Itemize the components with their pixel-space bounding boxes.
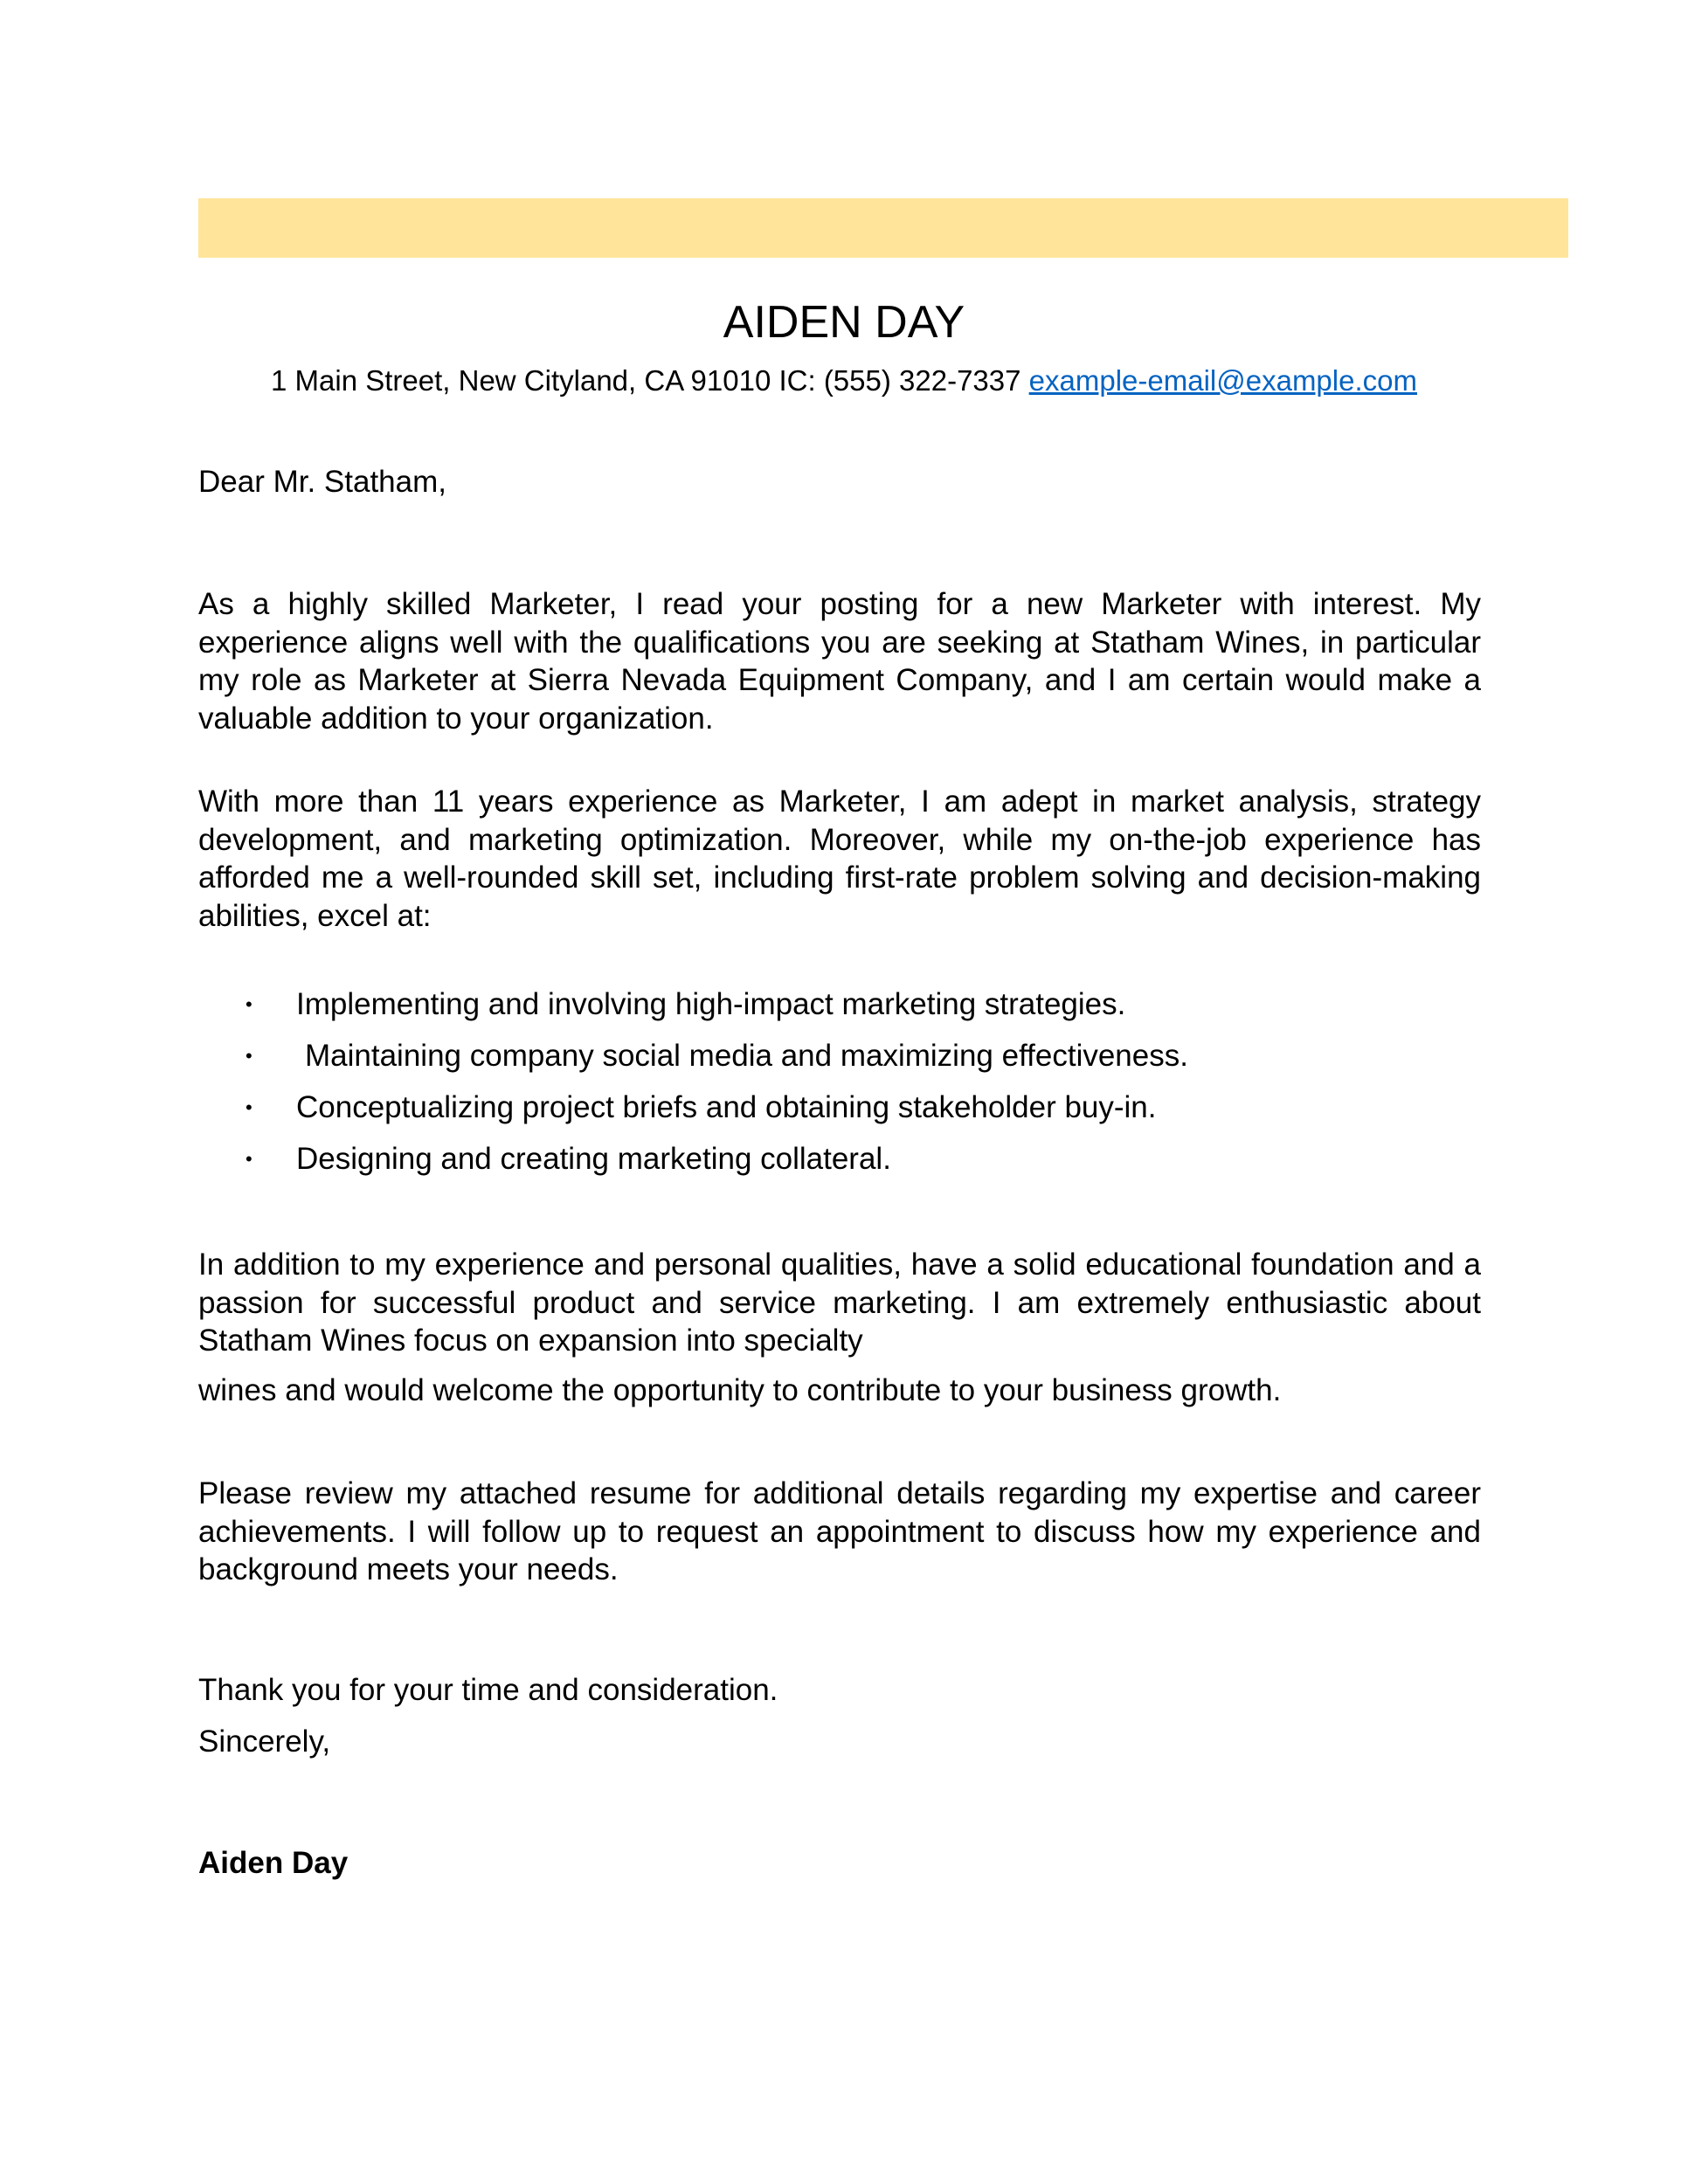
bullet-icon: •: [246, 1096, 253, 1118]
header-accent-bar: [198, 198, 1568, 258]
signature-name: Aiden Day: [198, 1846, 349, 1880]
closing-thanks: Thank you for your time and consideration.: [198, 1673, 778, 1707]
paragraph-experience: With more than 11 years experience as Marketer, I am adept in market analysis, strategy development, and marketing optimization. Moreover, while my on-the-job experience has afforded me a well-rounded skill set, including first-rate problem solving and decision-making abilities, excel at:: [198, 784, 1481, 933]
contact-line: [0, 362, 1688, 400]
paragraph-intro: As a highly skilled Marketer, I read your posting for a new Marketer with interest. My experience aligns well with the qualifications you are seeking at Statham Wines, in particular my role as Marketer at Sierra Nevada Equipment Company, and I am certain would make a valuable addition to your organization.: [198, 587, 1481, 736]
list-item: [198, 978, 1481, 1030]
list-item-text: Designing and creating marketing collateral.: [296, 1142, 891, 1176]
paragraph-education-continued: wines and would welcome the opportunity to contribute to your business growth.: [198, 1373, 1282, 1407]
list-item-text: Maintaining company social media and maximizing effectiveness.: [305, 1039, 1188, 1073]
email-link[interactable]: example-email@example.com: [1028, 364, 1417, 397]
salutation: Dear Mr. Statham,: [198, 465, 446, 499]
closing-sincerely: Sincerely,: [198, 1724, 331, 1759]
paragraph-follow-up: Please review my attached resume for additional details regarding my expertise and career achievements. I will follow up to request an appointment to discuss how my experience and background meets your needs.: [198, 1476, 1481, 1586]
bullet-icon: •: [246, 1045, 253, 1067]
list-item: [198, 1082, 1481, 1133]
skills-list: [198, 978, 1481, 1185]
paragraph-education: In addition to my experience and personal qualities, have a solid educational foundation and a passion for successful product and service marketing. I am extremely enthusiastic about Statham Wines focus on expansion into specialty: [198, 1248, 1481, 1358]
list-item: [198, 1030, 1481, 1082]
bullet-icon: •: [246, 993, 253, 1015]
list-item-text: Conceptualizing project briefs and obtaining stakeholder buy-in.: [296, 1090, 1157, 1124]
list-item: [198, 1133, 1481, 1185]
list-item-text: Implementing and involving high-impact marketing strategies.: [296, 987, 1126, 1021]
applicant-name: AIDEN DAY: [723, 297, 965, 348]
bullet-icon: •: [246, 1148, 253, 1170]
contact-address-phone: 1 Main Street, New Cityland, CA 91010 IC: (555) 322-7337: [271, 364, 1021, 397]
